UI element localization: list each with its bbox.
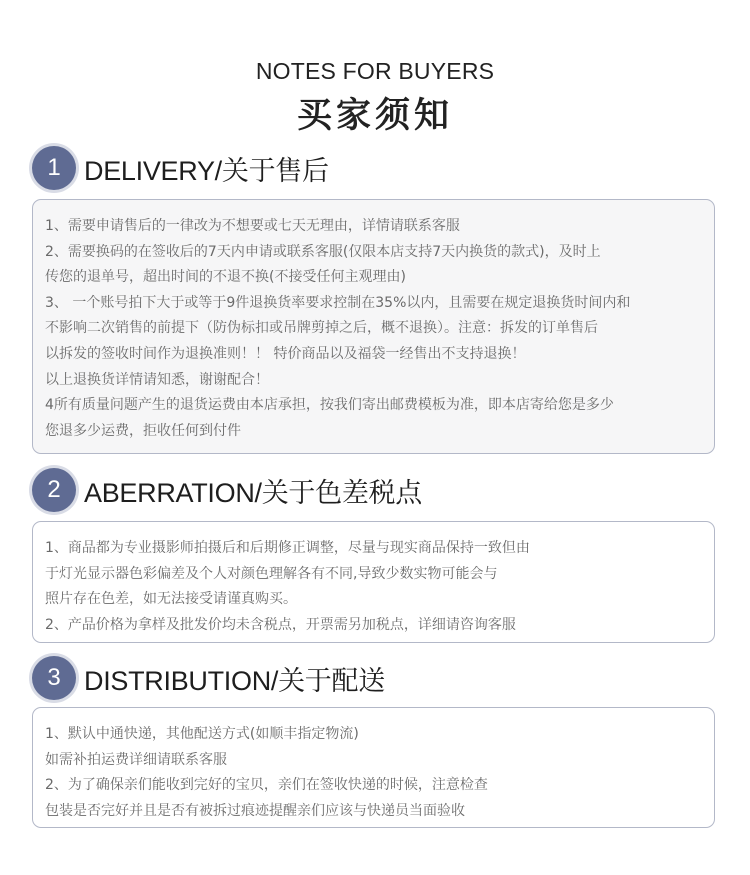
section-number-badge: 1 bbox=[32, 146, 76, 190]
notice-line: 以上退换货详情请知悉，谢谢配合！ bbox=[45, 371, 269, 388]
notice-line: 如需补拍运费详细请联系客服 bbox=[45, 751, 227, 768]
notice-line: 您退多少运费，拒收任何到付件 bbox=[45, 422, 241, 439]
notice-line: 3、 一个账号拍下大于或等于9件退换货率要求控制在35%以内，且需要在规定退换货时间内和 bbox=[45, 294, 631, 311]
notice-line: 以拆发的签收时间作为退换准则！！ 特价商品以及福袋一经售出不支持退换！ bbox=[45, 345, 526, 362]
notice-line: 2、产品价格为拿样及批发价均未含税点，开票需另加税点，详细请咨询客服 bbox=[45, 616, 516, 633]
section-title: ABERRATION/关于色差税点 bbox=[84, 477, 422, 508]
notice-line: 4所有质量问题产生的退货运费由本店承担，按我们寄出邮费模板为准，即本店寄给您是多少 bbox=[45, 397, 614, 414]
notice-box-aberration bbox=[32, 521, 715, 643]
section-number-badge: 3 bbox=[32, 656, 76, 700]
section-title: DELIVERY/关于售后 bbox=[84, 155, 329, 186]
section-heading-aberration bbox=[32, 468, 422, 512]
section-heading-distribution bbox=[32, 656, 385, 700]
notice-line: 1、默认中通快递，其他配送方式(如顺丰指定物流) bbox=[45, 726, 359, 742]
notice-line: 包装是否完好并且是否有被拆过痕迹提醒亲们应该与快递员当面验收 bbox=[45, 802, 465, 819]
notice-line: 1、商品都为专业摄影师拍摄后和后期修正调整，尽量与现实商品保持一致但由 bbox=[45, 540, 530, 556]
notice-line: 1、需要申请售后的一律改为不想要或七天无理由，详情请联系客服 bbox=[45, 218, 460, 234]
notice-box-delivery bbox=[32, 199, 715, 454]
notice-line: 不影响二次销售的前提下（防伪标扣或吊牌剪掉之后，概不退换）。注意：拆发的订单售后 bbox=[45, 320, 598, 337]
notice-line: 2、为了确保亲们能收到完好的宝贝，亲们在签收快递的时候，注意检查 bbox=[45, 777, 488, 794]
notice-line: 于灯光显示器色彩偏差及个人对颜色理解各有不同,导致少数实物可能会与 bbox=[45, 565, 498, 582]
notice-line: 传您的退单号，超出时间的不退不换(不接受任何主观理由) bbox=[45, 269, 406, 286]
notice-line: 照片存在色差，如无法接受请谨真购买。 bbox=[45, 591, 297, 608]
section-title: DISTRIBUTION/关于配送 bbox=[84, 665, 385, 696]
section-number-badge: 2 bbox=[32, 468, 76, 512]
page-title-en: NOTES FOR BUYERS bbox=[255, 58, 495, 84]
page-title-cn: 买家须知 bbox=[296, 96, 453, 136]
notice-line: 2、需要换码的在签收后的7天内申请或联系客服(仅限本店支持7天内换货的款式)，及时上 bbox=[45, 243, 601, 260]
notice-box-distribution bbox=[32, 707, 715, 828]
section-heading-delivery bbox=[32, 146, 329, 190]
